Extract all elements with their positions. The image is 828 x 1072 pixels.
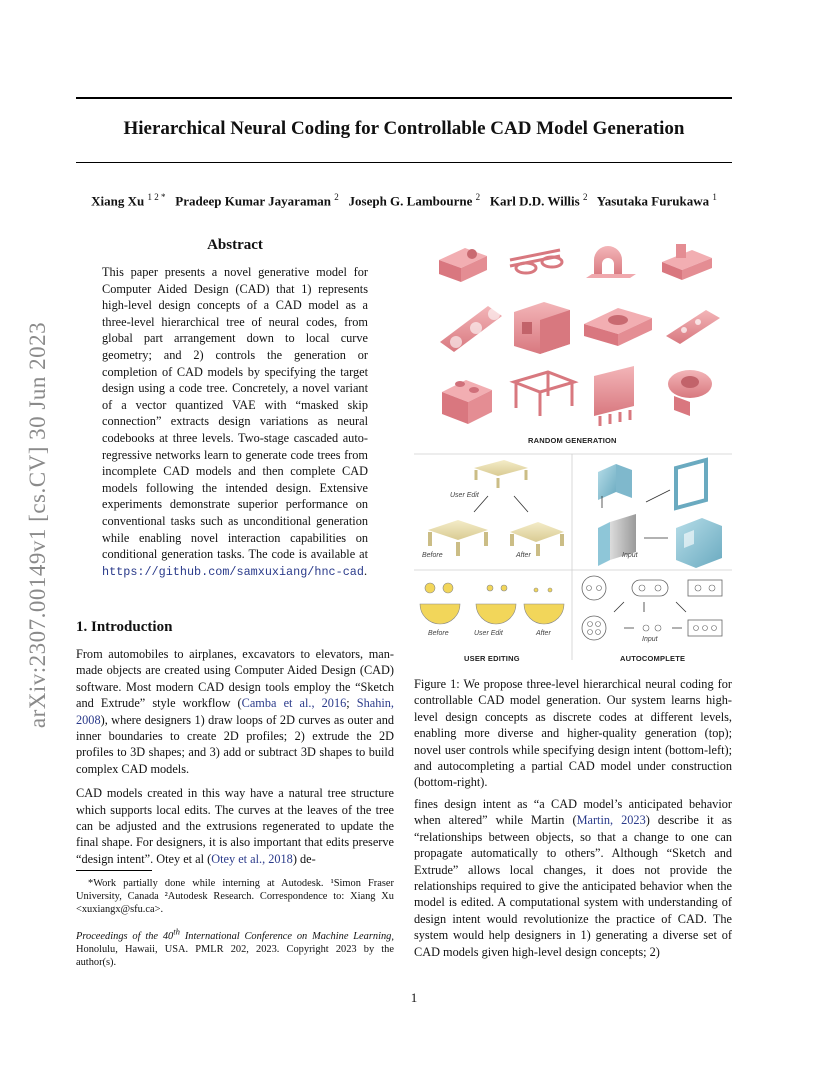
before-label: Before xyxy=(422,552,443,559)
author-affiliation: 2 xyxy=(334,192,339,202)
cad-model-shape xyxy=(662,244,712,280)
author-name: Pradeep Kumar Jayaraman xyxy=(175,193,332,209)
figure-illustration xyxy=(414,232,732,668)
after-label: After xyxy=(536,630,551,637)
abstract-body: This paper presents a novel generative model for Computer Aided Design (CAD) that 1) represents high-level design concepts of a CAD model as a three-level hierarchical tree of neural codes, from global part arrangement down to local curve geometry; and 2) controls the generation or completion of CAD models by specifying the target design using a code tree. Concretely, a novel variant of a vector quantized VAE with “masked skip connection” extracts design variations as neural codebooks at three levels. Two-stage cascaded auto-regressive networks learn to generate code trees from incomplete CAD models and then complete CAD models following the intended design. Extensive experiments demonstrate superior performance on conventional tasks such as unconditional generation while enabling novel interaction capabilities on conditional generation tasks. The code is available at xyxy=(102,265,368,562)
abstract-end: . xyxy=(363,563,368,578)
figure-1 xyxy=(414,232,732,668)
code-link[interactable]: https://github.com/samxuxiang/hnc-cad xyxy=(102,564,364,579)
footnote-proceedings xyxy=(76,926,394,970)
paper-title: Hierarchical Neural Coding for Controllable CAD Model Generation xyxy=(123,118,685,139)
citation-link[interactable]: Camba et al., 2016 xyxy=(241,696,347,711)
cad-model-shape xyxy=(586,246,636,278)
author-name: Xiang Xu xyxy=(91,193,145,209)
figure-caption: Figure 1: We propose three-level hierarchical neural coding for controllable CAD model generation. Our system learns high-level design concepts as discrete codes at different levels, enabling more diverse and higher-quality generation (top); novel user controls while specifying design intent (bottom-left); and autocompleting a partial CAD model under construction (bottom-right). xyxy=(414,677,732,790)
cad-model-shape xyxy=(514,302,570,354)
intro-paragraph-2 xyxy=(76,785,394,867)
citation-separator: ; xyxy=(346,696,357,711)
cad-model-shape xyxy=(594,366,634,426)
author-affiliation: 1 xyxy=(712,192,717,202)
author-affiliation: 2 xyxy=(475,192,481,202)
arxiv-stamp xyxy=(18,290,58,760)
intro-text: ), where designers 1) draw loops of 2D curves as outer and inner boundaries to create 2D profiles; 2) extrude the 2D profiles to 3D shapes; and 3) add or subtract 3D shapes to build complex CAD models. xyxy=(76,712,394,776)
proceedings-text: , Honolulu, Hawaii, USA. PMLR 202, 2023. Copyright 2023 by the author(s). xyxy=(76,931,394,969)
citation-link[interactable]: Shahin, 2008 xyxy=(76,696,394,727)
introduction-text xyxy=(76,646,394,875)
section-heading-introduction: 1. Introduction xyxy=(76,619,173,635)
input-label: Input xyxy=(642,636,658,643)
body-text: fines design intent as “a CAD model’s anticipated behavior when altered” while Martin ( xyxy=(414,797,732,828)
cad-model-shape xyxy=(440,306,502,352)
author-name: Joseph G. Lambourne xyxy=(348,193,473,209)
before-label: Before xyxy=(428,630,449,637)
cad-model-shape xyxy=(510,522,564,556)
random-generation-label: RANDOM GENERATION xyxy=(528,436,617,445)
cad-model-shape xyxy=(428,520,488,556)
cad-model-shape xyxy=(439,248,487,282)
author-affiliation: 1 2 * xyxy=(147,192,166,202)
autocomplete-label: AUTOCOMPLETE xyxy=(620,654,686,663)
intro-paragraph-1 xyxy=(76,646,394,777)
author-affiliation: 2 xyxy=(582,192,588,202)
cad-model-shape xyxy=(676,460,706,508)
footnote-affiliations: *Work partially done while interning at Autodesk. ¹Simon Fraser University, Canada ²Autodesk Research. Correspondence to: Xiang Xu <xuxiangx@sfu.ca>. xyxy=(76,878,394,916)
abstract-text xyxy=(102,264,368,580)
author-name: Yasutaka Furukawa xyxy=(596,193,710,209)
input-label: Input xyxy=(622,552,638,559)
citation-link[interactable]: Otey et al., 2018 xyxy=(211,851,293,866)
abstract-heading: Abstract xyxy=(207,237,263,253)
footnote xyxy=(76,877,394,979)
user-edit-label: User Edit xyxy=(450,492,479,499)
cad-model-shape xyxy=(474,460,528,488)
body-text: ) describe it as “relationships between objects, so that a change to one can propagate automatically to others”. Although “Sketch and Extrude” allows local changes, it does not provide the relationships required to give the anticipated behavior when the model is edited. A computational system with understanding of design intent would revolutionize the practice of CAD. The system would help designers in 1) generating a diverse set of CAD models given high-level design concepts; 2) xyxy=(414,813,732,959)
right-column-text xyxy=(414,796,732,960)
cad-model-shape xyxy=(666,310,720,344)
author-list xyxy=(76,192,732,209)
user-edit-label: User Edit xyxy=(474,630,503,637)
cad-model-shape xyxy=(584,308,652,346)
sketch-profile xyxy=(420,583,460,624)
citation-link[interactable]: Martin, 2023 xyxy=(576,813,646,828)
footnote-rule xyxy=(76,870,152,871)
title-rule-bottom xyxy=(76,162,732,163)
proceedings-sup: th xyxy=(173,926,180,937)
intro-text: From automobiles to airplanes, excavators to elevators, man-made objects are created using Computer Aided Design (CAD) software. Most modern CAD design tools employ the “Sketch and Extrude” style workflow ( xyxy=(76,647,394,711)
title-rule-top xyxy=(76,97,732,99)
cad-model-shape xyxy=(514,372,574,416)
user-editing-label: USER EDITING xyxy=(464,654,520,663)
intro-text: ) de- xyxy=(292,851,316,866)
proceedings-text: Proceedings of the 40 xyxy=(76,931,174,943)
proceedings-text: International Conference on Machine Learning xyxy=(179,931,392,943)
cad-model-shape xyxy=(442,380,492,424)
cad-model-shape xyxy=(668,370,712,416)
arxiv-id: arXiv:2307.00149v1 [cs.CV] 30 Jun 2023 xyxy=(25,321,50,729)
cad-model-shape xyxy=(598,464,632,500)
sketch-profile xyxy=(524,588,564,624)
page-number: 1 xyxy=(410,990,418,1005)
sketch-profile xyxy=(582,576,606,640)
intro-text: CAD models created in this way have a natural tree structure which supports local edits. The curves at the leaves of the tree can be adjusted and the extrusions regenerated to update the final shape. For designers, it is also important that edits preserve “design intent”. Otey et al ( xyxy=(76,786,394,866)
cad-model-shape xyxy=(676,518,722,568)
author-name: Karl D.D. Willis xyxy=(489,193,580,209)
cad-model-shape xyxy=(510,250,562,273)
after-label: After xyxy=(516,552,531,559)
sketch-profile xyxy=(476,585,516,624)
sketch-profile xyxy=(632,580,722,636)
